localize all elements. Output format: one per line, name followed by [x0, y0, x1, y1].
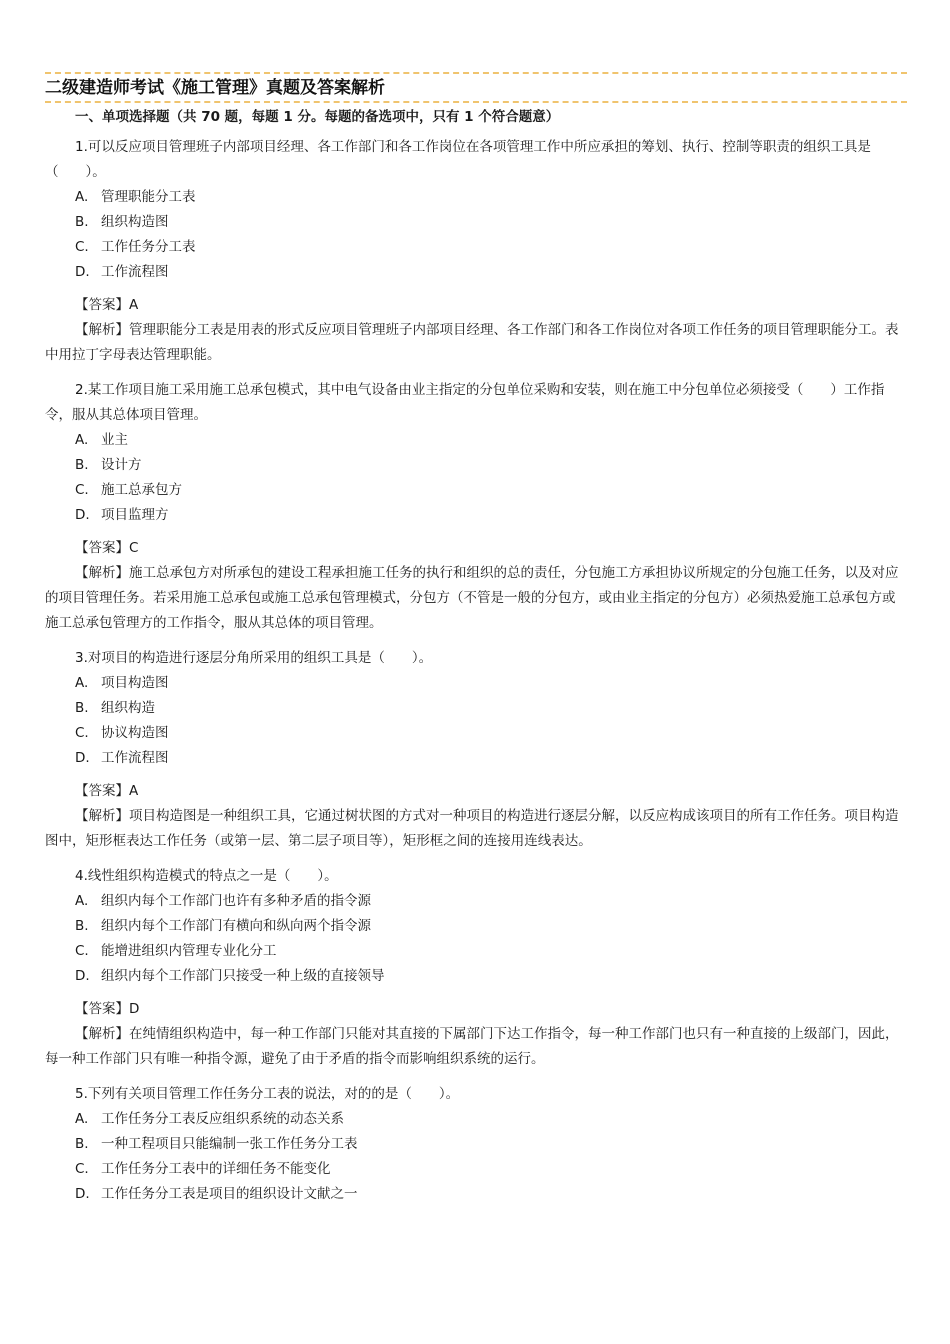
analysis-text: 在纯情组织构造中，每一种工作部门只能对其直接的下属部门下达工作指令，每一种工作部门也只有一种直接的上级部门，因此，每一种工作部门只有唯一种指令源，避免了由于矛盾的指令而影响组织系统的运行。 — [45, 1026, 899, 1067]
option-text: 一种工程项目只能编制一张工作任务分工表 — [101, 1136, 358, 1152]
option-list — [45, 185, 905, 285]
analysis-text: 项目构造图是一种组织工具，它通过树状图的方式对一种项目的构造进行逐层分解，以反应构成该项目的所有工作任务。项目构造图中，矩形框表达工作任务（或第一层、第二层子项目等），矩形框之间的连接用连线表达。 — [45, 808, 899, 849]
answer-tag: 【答案】 — [75, 297, 129, 313]
option-text: 工作任务分工表反应组织系统的动态关系 — [101, 1111, 344, 1127]
option-letter: B. — [75, 457, 89, 473]
question-stem: 2.某工作项目施工采用施工总承包模式，其中电气设备由业主指定的分包单位采购和安装，则在施工中分包单位必须接受（ ）工作指令，服从其总体项目管理。 — [45, 382, 885, 423]
option-text: 组织构造 — [101, 700, 155, 716]
answer-option — [45, 671, 905, 696]
option-text: 组织构造图 — [101, 214, 169, 230]
answer-tag: 【答案】 — [75, 1001, 129, 1017]
answer-option — [45, 1107, 905, 1132]
answer-tag: 【答案】 — [75, 783, 129, 799]
answer-line — [45, 293, 905, 318]
option-text: 协议构造图 — [101, 725, 169, 741]
option-text: 能增进组织内管理专业化分工 — [101, 943, 277, 959]
analysis-paragraph — [45, 561, 905, 636]
option-letter: A. — [75, 432, 89, 448]
option-letter: C. — [75, 943, 89, 959]
analysis-tag: 【解析】 — [75, 565, 129, 581]
option-list — [45, 428, 905, 528]
question-block — [45, 135, 905, 368]
question-block — [45, 864, 905, 1072]
question-stem: 3.对项目的构造进行逐层分角所采用的组织工具是（ ）。 — [75, 650, 433, 666]
analysis-tag: 【解析】 — [75, 808, 129, 824]
analysis-tag: 【解析】 — [75, 1026, 129, 1042]
answer-value: C — [129, 540, 139, 556]
answer-option — [45, 185, 905, 210]
option-letter: D. — [75, 264, 90, 280]
option-letter: D. — [75, 750, 90, 766]
answer-option — [45, 235, 905, 260]
option-text: 设计方 — [101, 457, 142, 473]
answer-option — [45, 478, 905, 503]
answer-line — [45, 997, 905, 1022]
analysis-text: 管理职能分工表是用表的形式反应项目管理班子内部项目经理、各工作部门和各工作岗位对各项工作任务的项目管理职能分工。表中用拉丁字母表达管理职能。 — [45, 322, 899, 363]
answer-line — [45, 536, 905, 561]
option-letter: D. — [75, 507, 90, 523]
answer-option — [45, 939, 905, 964]
option-letter: A. — [75, 189, 89, 205]
option-text: 工作流程图 — [101, 750, 169, 766]
analysis-paragraph — [45, 1022, 905, 1072]
answer-option — [45, 1182, 905, 1207]
section-heading: 一、单项选择题（共 70 题，每题 1 分。每题的备选项中，只有 1 个符合题意） — [75, 109, 560, 125]
option-letter: D. — [75, 1186, 90, 1202]
option-text: 管理职能分工表 — [101, 189, 196, 205]
answer-option — [45, 210, 905, 235]
answer-option — [45, 889, 905, 914]
answer-option — [45, 696, 905, 721]
answer-option — [45, 1132, 905, 1157]
option-letter: B. — [75, 918, 89, 934]
option-text: 组织内每个工作部门也许有多种矛盾的指令源 — [101, 893, 371, 909]
answer-option — [45, 453, 905, 478]
question-block — [45, 378, 905, 636]
answer-option — [45, 260, 905, 285]
option-list — [45, 1107, 905, 1207]
option-letter: C. — [75, 239, 89, 255]
answer-option — [45, 914, 905, 939]
option-letter: A. — [75, 1111, 89, 1127]
answer-option — [45, 1157, 905, 1182]
question-stem: 5.下列有关项目管理工作任务分工表的说法，对的的是（ ）。 — [75, 1086, 460, 1102]
analysis-tag: 【解析】 — [75, 322, 129, 338]
option-list — [45, 671, 905, 771]
answer-option — [45, 721, 905, 746]
option-letter: B. — [75, 700, 89, 716]
option-text: 项目监理方 — [101, 507, 169, 523]
answer-tag: 【答案】 — [75, 540, 129, 556]
option-letter: A. — [75, 893, 89, 909]
option-text: 业主 — [101, 432, 128, 448]
question-block — [45, 1082, 905, 1207]
option-letter: B. — [75, 214, 89, 230]
analysis-text: 施工总承包方对所承包的建设工程承担施工任务的执行和组织的总的责任，分包施工方承担协议所规定的分包施工任务，以及对应的项目管理任务。若采用施工总承包或施工总承包管理模式，分包方（不管是一般的分包方，或由业主指定的分包方）必须热爱施工总承包方或施工总承包管理方的工作指令，服从其总体的项目管理。 — [45, 565, 899, 631]
option-text: 工作任务分工表 — [101, 239, 196, 255]
answer-option — [45, 428, 905, 453]
option-text: 项目构造图 — [101, 675, 169, 691]
question-block — [45, 646, 905, 854]
answer-option — [45, 964, 905, 989]
option-text: 工作任务分工表是项目的组织设计文献之一 — [101, 1186, 358, 1202]
answer-value: A — [129, 297, 139, 313]
answer-option — [45, 746, 905, 771]
option-list — [45, 889, 905, 989]
question-stem: 4.线性组织构造模式的特点之一是（ ）。 — [75, 868, 338, 884]
option-letter: C. — [75, 725, 89, 741]
option-text: 工作任务分工表中的详细任务不能变化 — [101, 1161, 331, 1177]
option-text: 施工总承包方 — [101, 482, 182, 498]
document-page — [45, 72, 905, 1217]
option-letter: D. — [75, 968, 90, 984]
analysis-paragraph — [45, 804, 905, 854]
title-dashed-rule — [45, 101, 907, 103]
option-letter: C. — [75, 1161, 89, 1177]
option-text: 组织内每个工作部门有横向和纵向两个指令源 — [101, 918, 371, 934]
option-letter: B. — [75, 1136, 89, 1152]
analysis-paragraph — [45, 318, 905, 368]
top-dashed-rule — [45, 72, 907, 74]
answer-value: D — [129, 1001, 140, 1017]
option-text: 组织内每个工作部门只接受一种上级的直接领导 — [101, 968, 385, 984]
question-list — [45, 135, 905, 1207]
answer-line — [45, 779, 905, 804]
question-stem: 1.可以反应项目管理班子内部项目经理、各工作部门和各工作岗位在各项管理工作中所应承担的筹划、执行、控制等职责的组织工具是（ ）。 — [45, 139, 871, 180]
answer-value: A — [129, 783, 139, 799]
document-title: 二级建造师考试《施工管理》真题及答案解析 — [45, 78, 385, 98]
option-text: 工作流程图 — [101, 264, 169, 280]
option-letter: C. — [75, 482, 89, 498]
option-letter: A. — [75, 675, 89, 691]
answer-option — [45, 503, 905, 528]
